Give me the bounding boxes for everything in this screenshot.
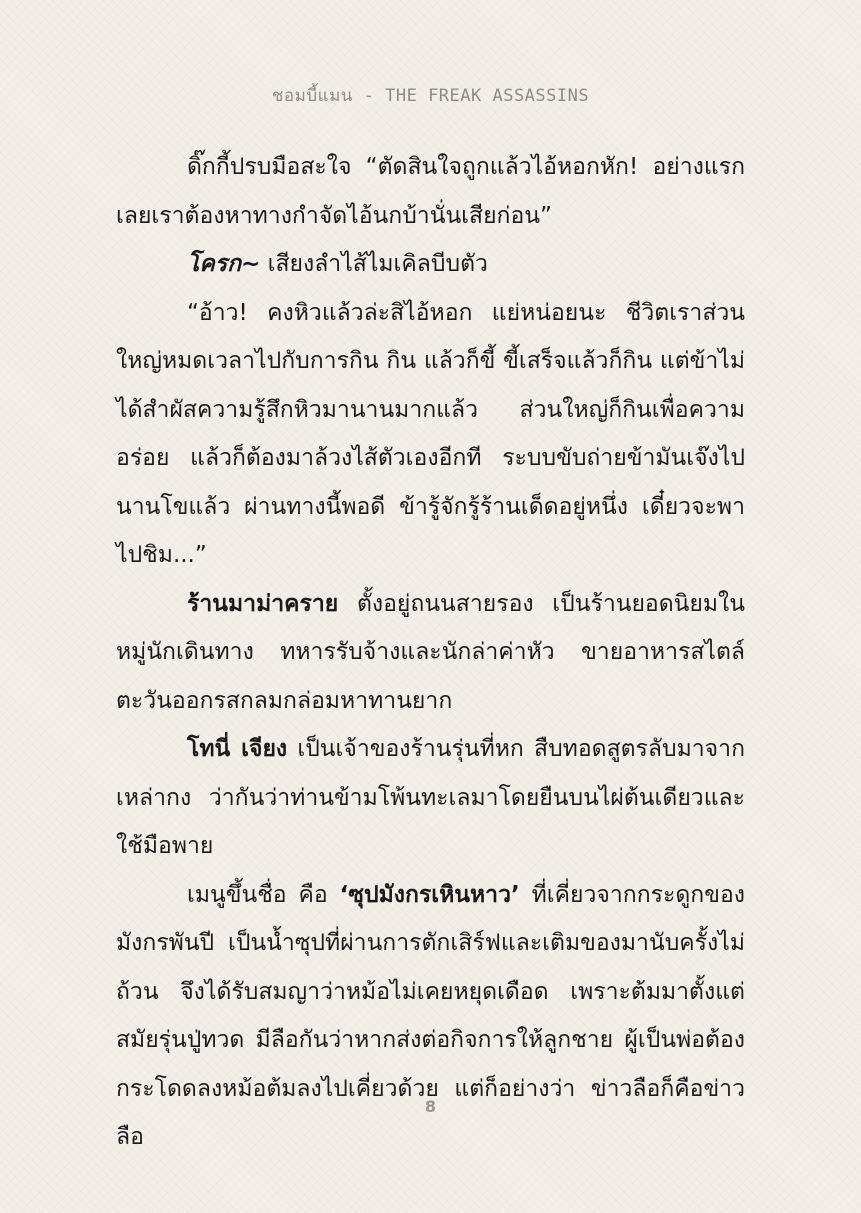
paragraph-text: เป็นเจ้าของร้านรุ่นที่หก สืบทอดสูตรลับมาจากเหล่ากง ว่ากันว่าท่านข้ามโพ้นทะเลมาโดยยืนบนไผ่ต้นเดียวและใช้มือพาย	[116, 736, 745, 859]
paragraph-4	[116, 580, 745, 726]
paragraph-2	[116, 240, 745, 289]
sound-effect: โครก~	[187, 251, 261, 277]
paragraph-5	[116, 725, 745, 871]
paragraph-1	[116, 143, 745, 240]
paragraph-3	[116, 289, 745, 580]
menu-name: ‘ซุปมังกรเหินหาว’	[339, 881, 520, 908]
paragraph-text-lead: เมนูขึ้นชื่อ คือ	[187, 881, 340, 908]
running-header: ชอมบี้แมน - THE FREAK ASSASSINS	[271, 86, 590, 106]
shop-name: ร้านมาม่าคราย	[187, 590, 339, 617]
paragraph-text: ตั้งอยู่ถนนสายรอง เป็นร้านยอดนิยมในหมู่นักเดินทาง ทหารรับจ้างและนักล่าค่าหัว ขายอาหารสไตล์ตะวันออกรสกลมกล่อมหาทานยาก	[116, 590, 745, 714]
paragraph-text: ดิ๊กกี้ปรบมือสะใจ “ตัดสินใจถูกแล้วไอ้หอกหัก! อย่างแรกเลยเราต้องหาทางกำจัดไอ้นกบ้านั่นเสียก่อน”	[116, 154, 745, 229]
paragraph-6	[116, 871, 745, 1162]
paragraph-text: “อ้าว! คงหิวแล้วล่ะสิไอ้หอก แย่หน่อยนะ ชีวิตเราส่วนใหญ่หมดเวลาไปกับการกิน กิน แล้วก็ขี้ ขี้เสร็จแล้วก็กิน แต่ข้าไม่ได้สำผัสความรู้สึกหิวมานานมากแล้ว ส่วนใหญ่ก็กินเพื่อความอร่อย แล้วก็ต้องมาล้วงไส้ตัวเองอีกที ระบบขับถ่ายข้ามันเจ๊งไปนานโขแล้ว ผ่านทางนี้พอดี ข้ารู้จักรู้ร้านเด็ดอยู่หนึ่ง เดี๋ยวจะพาไปชิม...”	[116, 299, 745, 568]
body-text	[116, 143, 745, 1162]
owner-name: โทนี่ เจียง	[187, 736, 288, 762]
paragraph-text: เสียงลำไส้ไมเคิลบีบตัว	[260, 251, 488, 277]
paragraph-text: ที่เคี่ยวจากกระดูกของมังกรพันปี เป็นน้ำซุปที่ผ่านการตักเสิร์ฟและเติมของมานับครั้งไม่ถ้วน จึงได้รับสมญาว่าหม้อไม่เคยหยุดเดือด เพราะต้มมาตั้งแต่สมัยรุ่นปู่ทวด มีลือกันว่าหากส่งต่อกิจการให้ลูกชาย ผู้เป็นพ่อต้องกระโดดลงหม้อต้มลงไปเคี่ยวด้วย แต่ก็อย่างว่า ข่าวลือก็คือข่าวลือ	[116, 881, 745, 1150]
page-number: 8	[424, 1097, 437, 1116]
